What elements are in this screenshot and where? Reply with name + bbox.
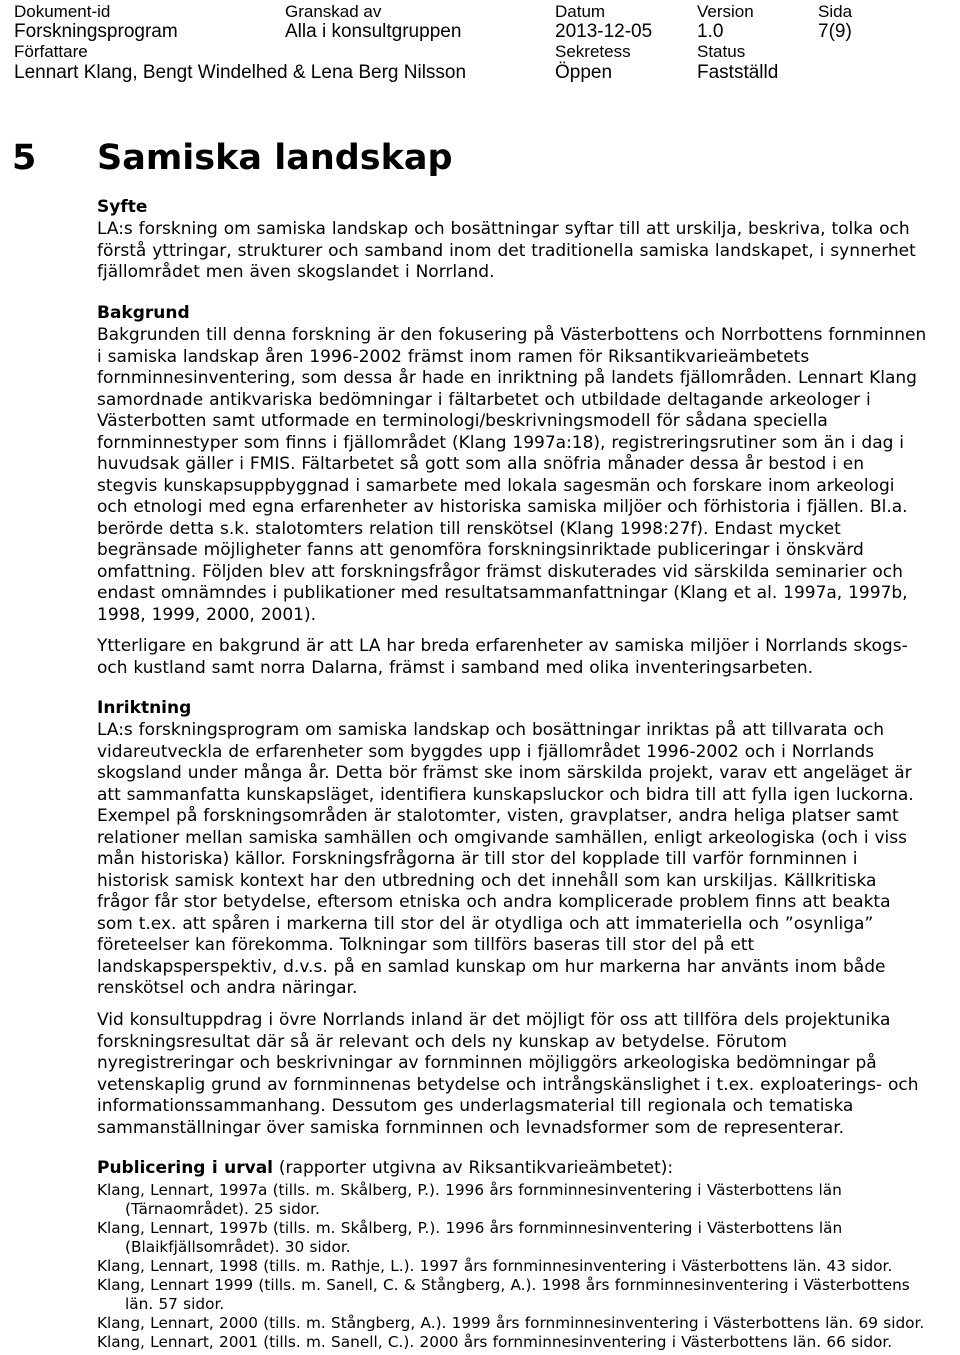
header-version-label: Version	[697, 2, 754, 21]
header-version-value: 1.0	[697, 21, 724, 42]
text-line: renskötsel och andra näringar.	[97, 978, 358, 998]
text-line: relationer mellan samiska samhällen och omgivande samhällen, enligt arkeologiska (och i viss	[97, 827, 907, 848]
header-date-label: Datum	[555, 2, 606, 21]
reference-line: Klang, Lennart, 1998 (tills. m. Rathje, L.). 1997 års fornminnesinventering i Västerbottens län. 43 sidor.	[97, 1256, 893, 1275]
header-date-value: 2013-12-05	[555, 21, 653, 42]
bakgrund-paragraph-1	[97, 325, 926, 626]
text-line: som t.ex. att spåren i markerna till stor del är otydliga och att immateriella och ”osynliga”	[97, 913, 874, 934]
header-page-label: Sida	[818, 2, 853, 21]
reference-item	[97, 1181, 924, 1219]
header-document-id-label: Dokument-id	[14, 2, 111, 21]
reference-item	[97, 1219, 924, 1257]
text-line: 1998, 1999, 2000, 2001).	[97, 604, 317, 625]
text-line: och kustland samt norra Dalarna, främst i samband med olika inventeringsarbeten.	[97, 657, 814, 678]
publicering-heading-line	[97, 1158, 673, 1180]
bakgrund-paragraph-2	[97, 636, 908, 679]
reference-line: Klang, Lennart, 2000 (tills. m. Stångberg, A.). 1999 års fornminnesinventering i Västerbottens län. 69 sidor.	[97, 1313, 925, 1332]
inriktning-heading-block	[97, 698, 191, 720]
header-reviewed-by-value: Alla i konsultgruppen	[285, 21, 462, 42]
text-line: vetenskaplig grund av fornminnenas betydelse och intrångskänslighet i t.ex. exploaterings- och	[97, 1074, 919, 1095]
publicering-heading-note: (rapporter utgivna av Riksantikvarieämbetet):	[273, 1158, 674, 1178]
text-line: landskapsperspektiv, d.v.s. på en samlad kunskap om hur markerna har använts inom både	[97, 956, 886, 977]
text-line: fornminnesinventering, som dessa år hade en inriktning på landets fjällområden. Lennart Klang	[97, 368, 917, 388]
syfte-heading-block	[97, 197, 147, 219]
header-confidentiality-label: Sekretess	[555, 42, 631, 61]
publicering-heading: Publicering i urval	[97, 1158, 274, 1178]
header-author-value: Lennart Klang, Bengt Windelhed & Lena Berg Nilsson	[14, 62, 467, 83]
text-line: och etnologi med egna erfarenheter av historiska samiska miljöer och förhistoria i fjällen. Bl.a.	[97, 497, 908, 517]
text-line: LA:s forskningsprogram om samiska landskap och bosättningar inriktas på att tillvarata och	[97, 720, 885, 740]
reference-line: Klang, Lennart, 1997a (tills. m. Skålberg, P.). 1996 års fornminnesinventering i Västerbottens län	[97, 1180, 842, 1199]
reference-item	[97, 1314, 924, 1333]
reference-line: Klang, Lennart, 2001 (tills. m. Sanell, C.). 2000 års fornminnesinventering i Västerbottens län. 66 sidor.	[97, 1332, 893, 1351]
reference-item	[97, 1276, 924, 1314]
text-line: förstå yttringar, strukturer och samband inom det traditionella samiska landskapet, i synnerhet	[97, 240, 916, 261]
section-number: 5	[12, 138, 37, 178]
header-page-value: 7(9)	[818, 21, 852, 42]
section-title: Samiska landskap	[97, 138, 453, 178]
text-line: sammanställningar över samiska fornminnen och levnadsformer som de representerar.	[97, 1117, 845, 1138]
bakgrund-heading: Bakgrund	[97, 303, 190, 323]
text-line: vidareutveckla de erfarenheter som byggdes upp i fjällområdet 1996-2002 och i Norrlands	[97, 741, 875, 762]
header-confidentiality-value: Öppen	[555, 62, 613, 83]
publicering-heading-block	[97, 1158, 673, 1180]
reference-item	[97, 1333, 924, 1352]
text-line: omfattning. Följden blev att forskningsfrågor främst diskuterades vid särskilda seminarier och	[97, 561, 903, 582]
text-line: nyregistreringar och beskrivningar av fornminnen möjliggörs arkeologiska bedömningar på	[97, 1053, 877, 1073]
text-line: att sammanfatta kunskapsläget, identifiera kunskapsluckor och bidra till att fylla igen luckorna.	[97, 784, 914, 805]
text-line: i samiska landskap åren 1996-2002 främst inom ramen för Riksantikvarieämbetets	[97, 346, 810, 367]
syfte-heading: Syfte	[97, 197, 148, 217]
text-line: berörde detta s.k. stalotomters relation till renskötsel (Klang 1998:27f). Endast mycket	[97, 518, 841, 539]
text-line: Vid konsultuppdrag i övre Norrlands inland är det möjligt för oss att tillföra dels projektunika	[97, 1010, 891, 1030]
syfte-paragraph	[97, 219, 916, 284]
text-line: fornminnestyper som finns i fjällområdet (Klang 1997a:18), registreringsrutiner som än i dag i	[97, 432, 905, 453]
reference-line: Klang, Lennart 1999 (tills. m. Sanell, C. & Stångberg, A.). 1998 års fornminnesinventering i Västerbottens	[97, 1275, 910, 1294]
text-line: stegvis kunskapsuppbyggnad i samarbete med lokala sagesmän och forskare inom arkeologi	[97, 475, 895, 496]
header-status-label: Status	[697, 42, 746, 61]
text-line: Exempel på forskningsområden är stalotomter, visten, gravplatser, andra heliga platser samt	[97, 806, 899, 826]
header-author-label: Författare	[14, 42, 88, 61]
text-line: Ytterligare en bakgrund är att LA har breda erfarenheter av samiska miljöer i Norrlands skogs-	[97, 636, 908, 656]
reference-line-continued: (Blaikfjällsområdet). 30 sidor.	[125, 1237, 351, 1256]
text-line: samordnade antikvariska bedömningar i fältarbetet och utbildade deltagande arkeologer i	[97, 389, 871, 410]
text-line: Västerbotten samt utformade en terminologi/beskrivningsmodell för sådana speciella	[97, 411, 828, 431]
text-line: LA:s forskning om samiska landskap och bosättningar syftar till att urskilja, beskriva, tolka och	[97, 219, 910, 239]
text-line: endast omnämndes i publikationer med resultatsammanfattningar (Klang et al. 1997a, 1997b,	[97, 583, 908, 603]
inriktning-paragraph-2	[97, 1010, 919, 1139]
text-line: Bakgrunden till denna forskning är den fokusering på Västerbottens och Norrbottens fornminnen	[97, 325, 927, 345]
inriktning-paragraph-1	[97, 720, 914, 1000]
header-reviewed-by-label: Granskad av	[285, 2, 382, 21]
text-line: skogsland under många år. Detta bör främst ske inom särskilda projekt, varav ett angeläget är	[97, 763, 912, 783]
header-document-id-value: Forskningsprogram	[14, 21, 178, 42]
text-line: fjällområdet men även skogslandet i Norrland.	[97, 262, 495, 282]
text-line: begränsade möjligheter fanns att genomföra forskningsinriktade publiceringar i önskvärd	[97, 540, 864, 560]
text-line: informationssammanhang. Dessutom ges underlagsmaterial till regionala och tematiska	[97, 1096, 854, 1116]
reference-line-continued: (Tärnaområdet). 25 sidor.	[125, 1199, 320, 1218]
text-line: företeelser kan förekomma. Tolkningar som tillförs baseras till stor del på ett	[97, 935, 755, 955]
reference-line-continued: län. 57 sidor.	[125, 1294, 225, 1313]
reference-line: Klang, Lennart, 1997b (tills. m. Skålberg, P.). 1996 års fornminnesinventering i Västerbottens län	[97, 1218, 843, 1237]
reference-list	[97, 1181, 924, 1352]
reference-item	[97, 1257, 924, 1276]
bakgrund-heading-block	[97, 303, 190, 325]
header-status-value: Fastställd	[697, 62, 779, 83]
text-line: mån historiska) källor. Forskningsfrågorna är till stor del kopplade till varför fornminnen i	[97, 849, 858, 869]
text-line: huvudsak gäller i FMIS. Fältarbetet så gott som alla snöfria månader dessa år bestod i en	[97, 454, 864, 474]
inriktning-heading: Inriktning	[97, 698, 192, 718]
text-line: frågor får stor betydelse, eftersom etniska och andra komplicerade problem finns att beakta	[97, 892, 891, 912]
text-line: historisk samisk kontext har den utbredning och det innehåll som kan urskiljas. Källkritiska	[97, 870, 877, 891]
text-line: forskningsresultat där så är relevant och dels ny kunskap av betydelse. Förutom	[97, 1031, 787, 1052]
